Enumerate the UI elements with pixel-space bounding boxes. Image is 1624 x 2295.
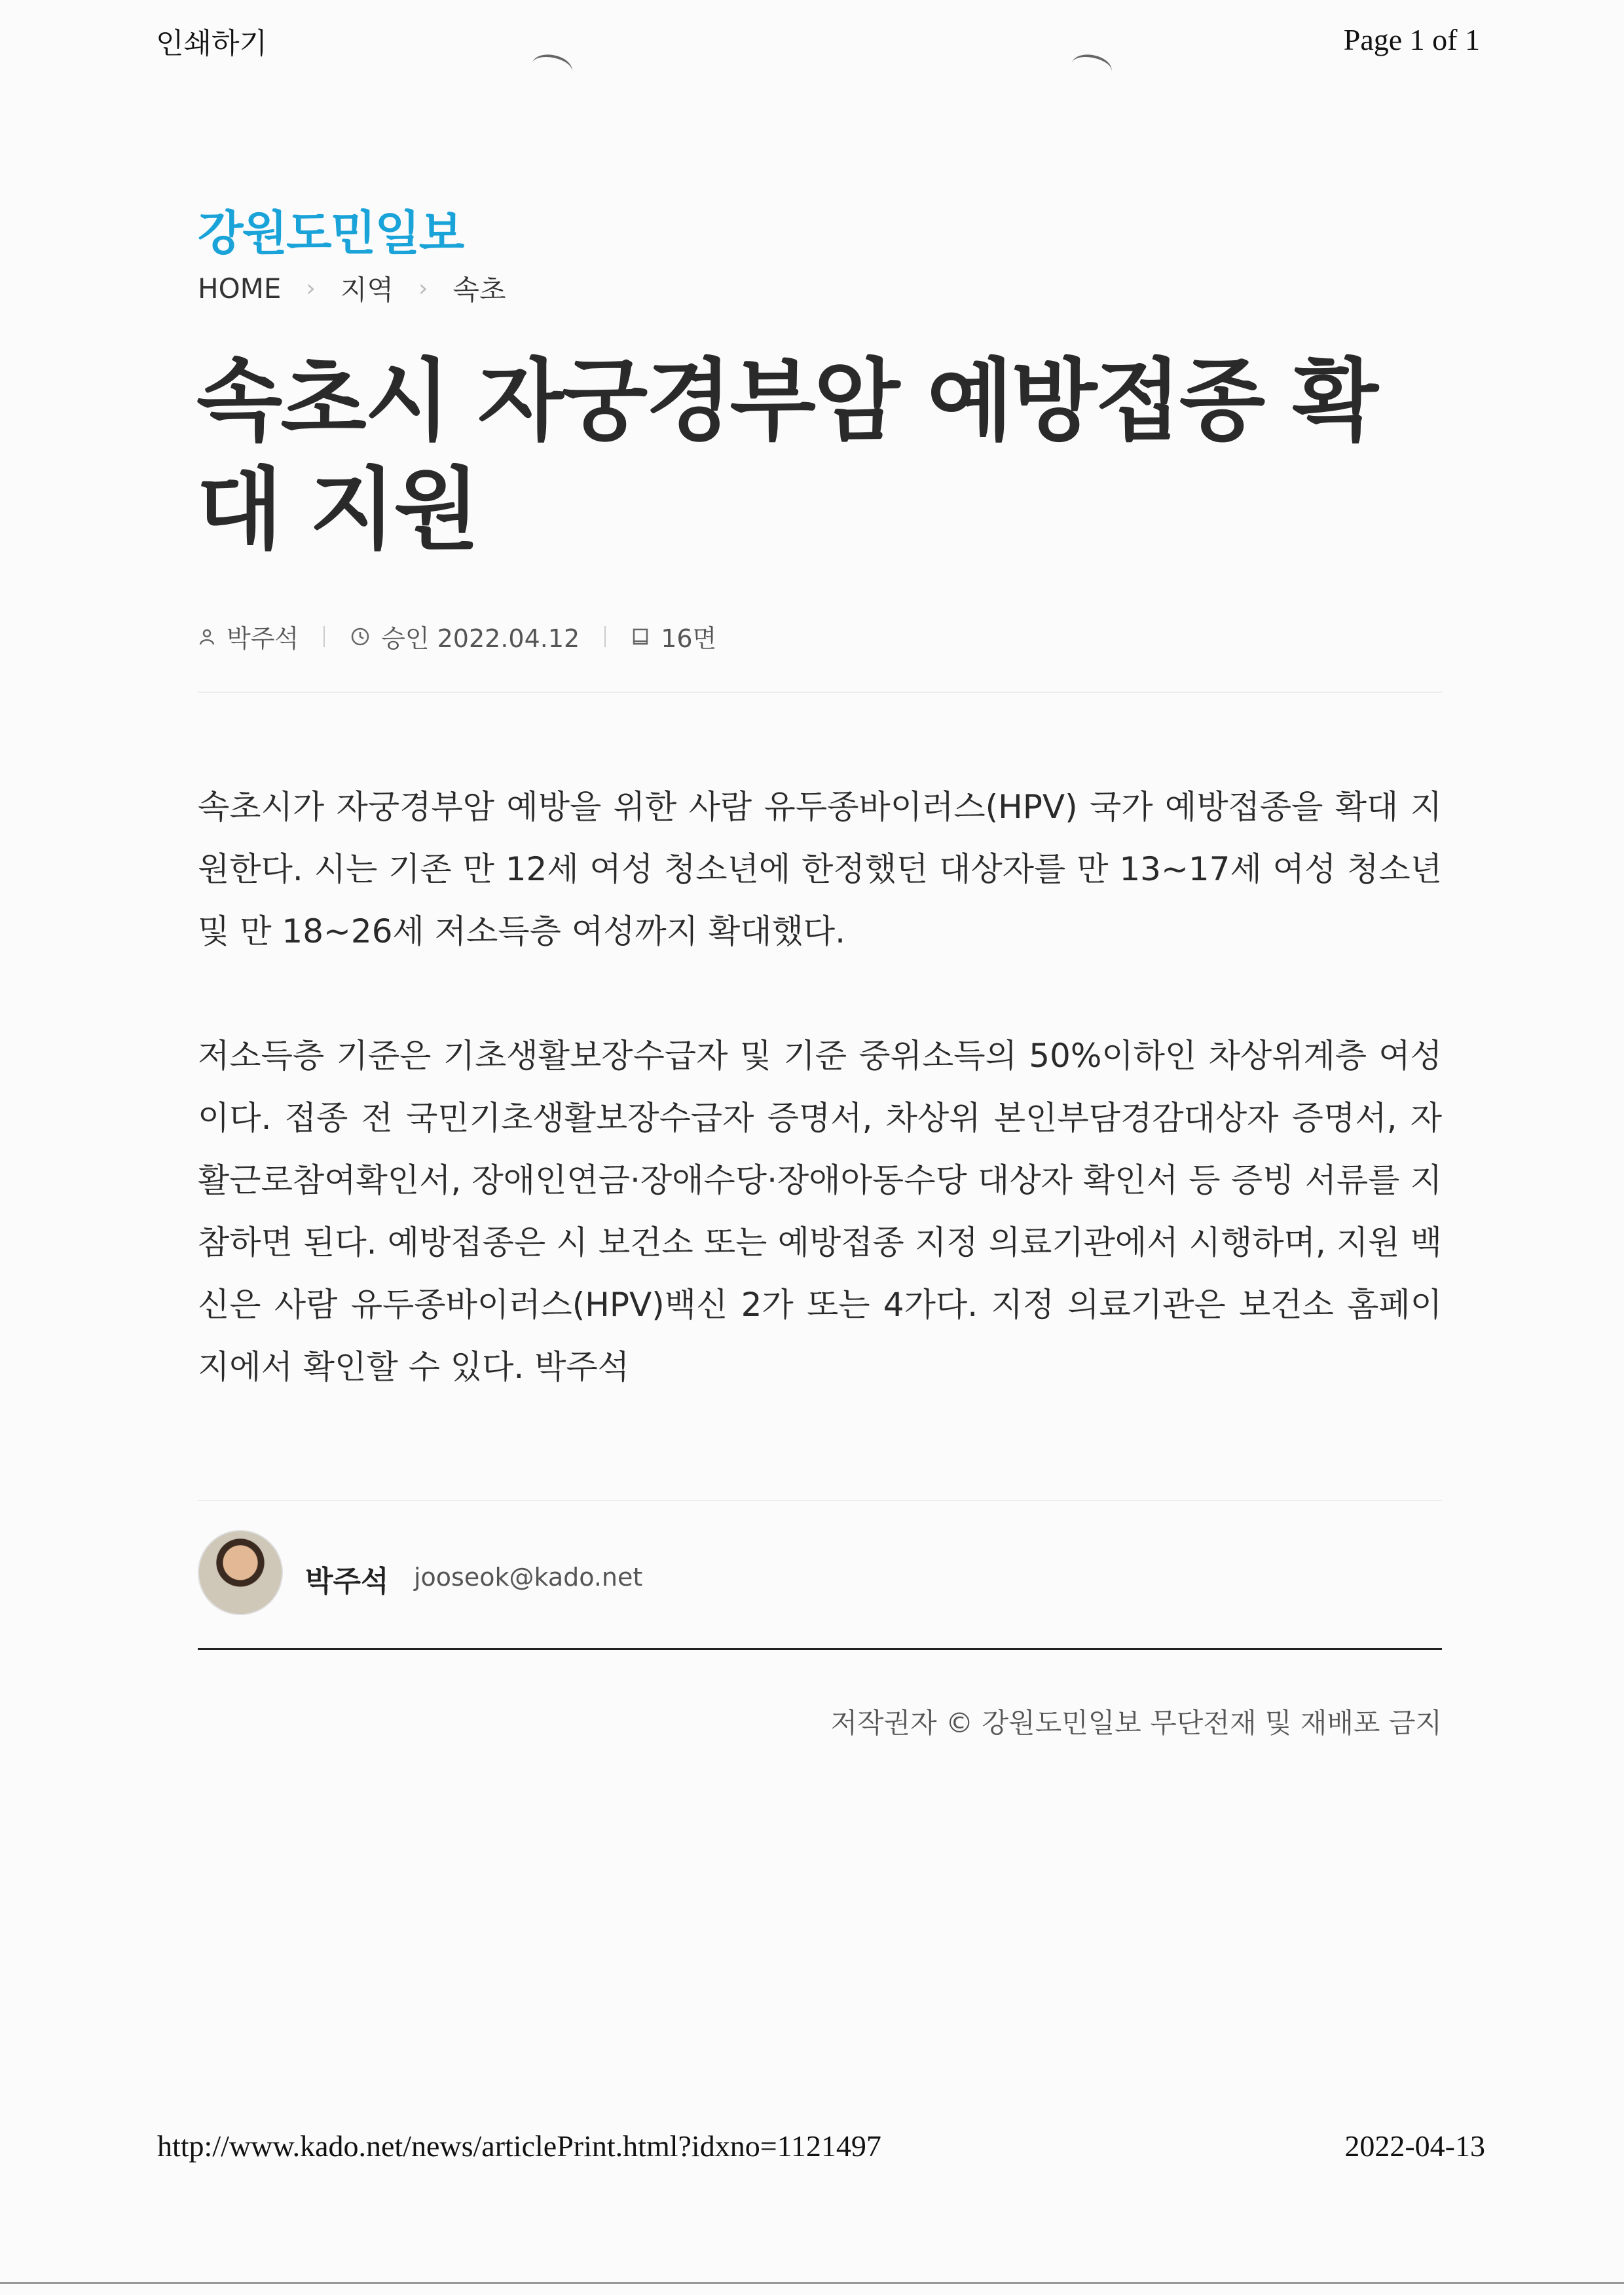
breadcrumb [198,269,506,308]
person-icon [198,627,216,646]
print-date: 2022-04-13 [1344,2129,1485,2163]
print-label[interactable]: 인쇄하기 [156,27,268,60]
punch-hole-mark [1069,51,1115,84]
page-edge [0,2282,1624,2284]
meta-divider-line [198,692,1442,693]
brand-logo[interactable]: 강원도민일보 [198,206,464,261]
print-url: http://www.kado.net/news/articlePrint.html?idxno=1121497 [157,2129,881,2163]
meta-divider [323,626,325,647]
copyright-divider [198,1648,1442,1650]
breadcrumb-region[interactable]: 지역 [340,274,394,306]
breadcrumb-sokcho[interactable]: 속초 [452,274,506,306]
article-paragraph: 속초시가 자궁경부암 예방을 위한 사람 유두종바이러스(HPV) 국가 예방접종을 확대 지원한다. 시는 기존 만 12세 여성 청소년에 한정했던 대상자를 만 13~17세 여성 청소년 및 만 18~26세 저소득층 여성까지 확대했다. [198,788,1442,950]
breadcrumb-home[interactable]: HOME [198,272,282,305]
article-meta [198,618,716,654]
article-paragraph: 저소득층 기준은 기초생활보장수급자 및 기준 중위소득의 50%이하인 차상위계층 여성이다. 접종 전 국민기초생활보장수급자 증명서, 차상위 본인부담경감대상자 증명서, 자활근로참여확인서, 장애인연금·장애수당·장애아동수당 대상자 확인서 등 증빙 서류를 지참하면 된다. 예방접종은 시 보건소 또는 예방접종 지정 의료기관에서 시행하며, 지원 백신은 사람 유두종바이러스(HPV)백신 2가 또는 4가다. 지정 의료기관은 보건소 홈페이지에서 확인할 수 있다. 박주석 [198,1037,1442,1386]
meta-approved: 승인 2022.04.12 [381,624,580,653]
author-email[interactable]: jooseok@kado.net [414,1563,643,1592]
page-icon [631,627,650,646]
meta-page: 16면 [661,624,717,653]
copyright-notice: 저작권자 © 강원도민일보 무단전재 및 재배포 금지 [830,1707,1442,1739]
meta-divider [604,626,606,647]
clock-icon [350,626,371,647]
chevron-right-icon: › [306,274,316,302]
meta-author: 박주석 [227,624,299,653]
article-title: 속초시 자궁경부암 예방접종 확대 지원 [196,350,1376,562]
author-avatar [198,1530,283,1615]
author-name[interactable]: 박주석 [305,1565,389,1598]
chevron-right-icon: › [418,274,428,302]
article-body [198,776,1442,1461]
author-divider-line [198,1500,1442,1501]
punch-hole-mark [530,51,575,84]
page-count: Page 1 of 1 [1343,23,1480,56]
